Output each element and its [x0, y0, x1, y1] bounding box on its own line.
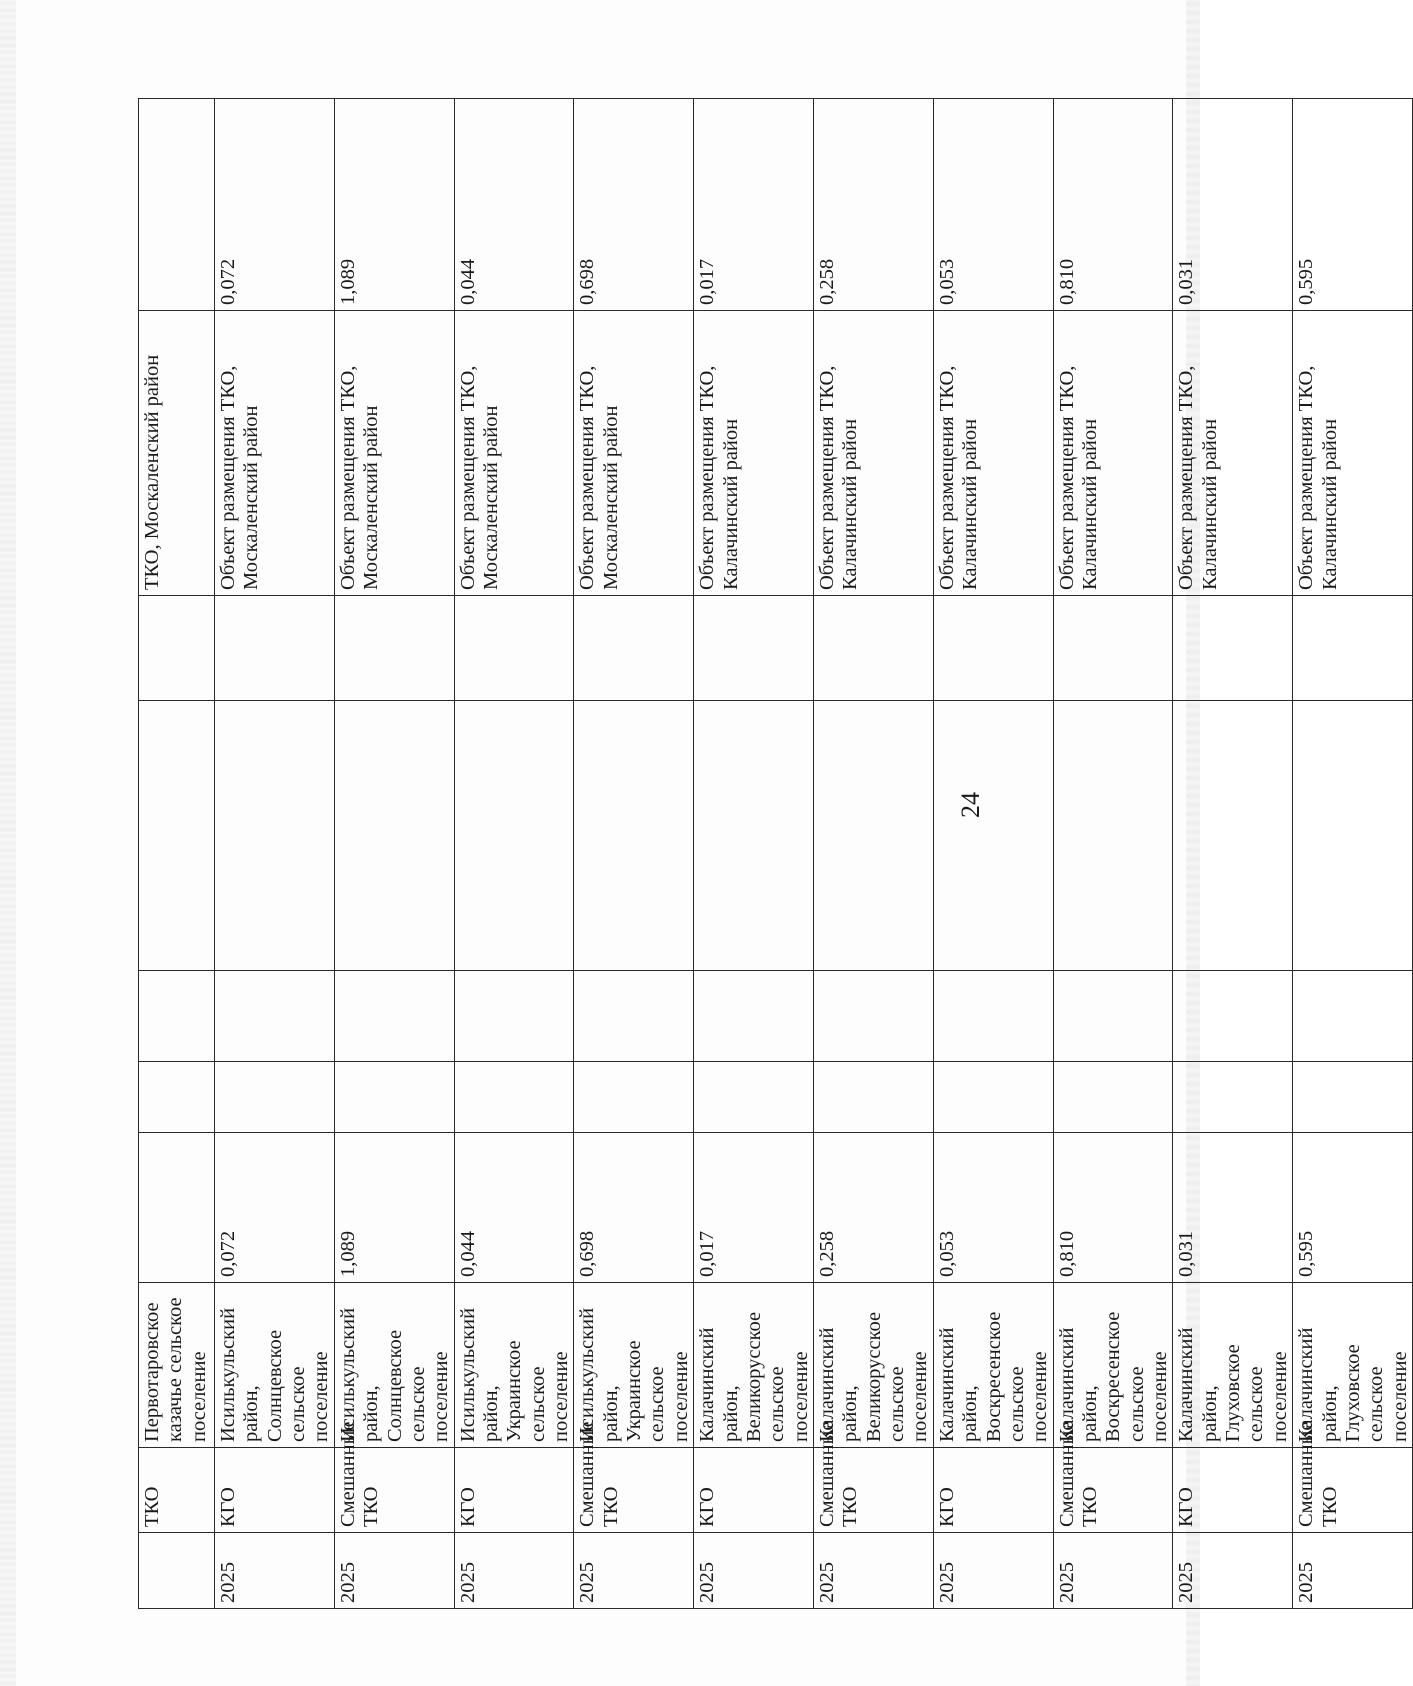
empty-cell — [574, 971, 694, 1062]
empty-cell — [694, 971, 814, 1062]
year-cell: 2025 — [694, 1533, 814, 1609]
volume-cell: 0,810 — [1053, 1133, 1173, 1283]
volume-total-cell: 0,072 — [215, 99, 335, 311]
volume-total-cell: 0,031 — [1173, 99, 1293, 311]
year-cell — [139, 1533, 215, 1609]
empty-cell — [215, 1062, 335, 1133]
empty-cell — [454, 1062, 574, 1133]
table-row — [1293, 99, 1413, 1609]
empty-cell — [139, 596, 215, 701]
empty-cell — [454, 971, 574, 1062]
volume-cell: 0,053 — [933, 1133, 1053, 1283]
volume-cell: 0,031 — [1173, 1133, 1293, 1283]
empty-cell — [334, 1062, 454, 1133]
empty-cell — [1293, 971, 1413, 1062]
volume-total-cell: 0,017 — [694, 99, 814, 311]
source-location-cell: Исилькульский район, Украинское сельское поселение — [454, 1283, 574, 1448]
empty-cell — [215, 971, 335, 1062]
volume-cell: 0,072 — [215, 1133, 335, 1283]
destination-object-cell: Объект размещения ТКО, Москаленский район — [454, 311, 574, 596]
page-number: 24 — [956, 792, 985, 818]
source-location-cell: Калачинский район, Глуховское сельское поселение — [1173, 1283, 1293, 1448]
empty-cell — [1173, 971, 1293, 1062]
empty-cell — [1293, 701, 1413, 971]
empty-cell — [215, 596, 335, 701]
volume-cell — [139, 1133, 215, 1283]
waste-type-cell: КГО — [454, 1448, 574, 1533]
volume-total-cell: 0,810 — [1053, 99, 1173, 311]
empty-cell — [1293, 596, 1413, 701]
source-location-cell: Калачинский район, Великорусское сельское поселение — [813, 1283, 933, 1448]
volume-total-cell: 0,044 — [454, 99, 574, 311]
rotated-landscape-content — [138, 99, 1411, 1609]
waste-type-cell: Смешанные ТКО — [813, 1448, 933, 1533]
empty-cell — [813, 596, 933, 701]
volume-total-cell: 0,595 — [1293, 99, 1413, 311]
empty-cell — [574, 701, 694, 971]
source-location-cell: Исилькульский район, Украинское сельское поселение — [574, 1283, 694, 1448]
year-cell: 2025 — [813, 1533, 933, 1609]
volume-total-cell — [139, 99, 215, 311]
destination-object-cell: ТКО, Москаленский район — [139, 311, 215, 596]
empty-cell — [574, 1062, 694, 1133]
source-location-cell: Калачинский район, Великорусское сельское поселение — [694, 1283, 814, 1448]
destination-object-cell: Объект размещения ТКО, Калачинский район — [933, 311, 1053, 596]
table-row — [813, 99, 933, 1609]
empty-cell — [694, 701, 814, 971]
empty-cell — [694, 596, 814, 701]
empty-cell — [1173, 1062, 1293, 1133]
destination-object-cell: Объект размещения ТКО, Калачинский район — [1173, 311, 1293, 596]
destination-object-cell: Объект размещения ТКО, Москаленский район — [574, 311, 694, 596]
empty-cell — [813, 701, 933, 971]
table-row — [215, 99, 335, 1609]
waste-type-cell: КГО — [933, 1448, 1053, 1533]
empty-cell — [1293, 1062, 1413, 1133]
year-cell: 2025 — [454, 1533, 574, 1609]
source-location-cell: Калачинский район, Воскресенское сельское поселение — [933, 1283, 1053, 1448]
table-row — [334, 99, 454, 1609]
waste-type-cell: КГО — [694, 1448, 814, 1533]
table-header-row — [139, 99, 215, 1609]
volume-total-cell: 0,698 — [574, 99, 694, 311]
empty-cell — [933, 701, 1053, 971]
destination-object-cell: Объект размещения ТКО, Калачинский район — [1053, 311, 1173, 596]
table-row — [574, 99, 694, 1609]
volume-cell: 1,089 — [334, 1133, 454, 1283]
empty-cell — [334, 971, 454, 1062]
waste-type-cell: Смешанные ТКО — [334, 1448, 454, 1533]
destination-object-cell: Объект размещения ТКО, Калачинский район — [1293, 311, 1413, 596]
year-cell: 2025 — [1053, 1533, 1173, 1609]
empty-cell — [1173, 596, 1293, 701]
destination-object-cell: Объект размещения ТКО, Москаленский район — [215, 311, 335, 596]
year-cell: 2025 — [215, 1533, 335, 1609]
table-row — [694, 99, 814, 1609]
empty-cell — [454, 596, 574, 701]
empty-cell — [933, 596, 1053, 701]
table-row — [933, 99, 1053, 1609]
volume-total-cell: 0,258 — [813, 99, 933, 311]
waste-type-cell: Смешанные ТКО — [574, 1448, 694, 1533]
year-cell: 2025 — [334, 1533, 454, 1609]
empty-cell — [574, 596, 694, 701]
empty-cell — [813, 971, 933, 1062]
table-body — [139, 99, 1413, 1609]
volume-cell: 0,017 — [694, 1133, 814, 1283]
empty-cell — [139, 701, 215, 971]
empty-cell — [139, 1062, 215, 1133]
empty-cell — [1053, 1062, 1173, 1133]
scan-edge-left — [0, 0, 16, 1686]
empty-cell — [215, 701, 335, 971]
year-cell: 2025 — [574, 1533, 694, 1609]
year-cell: 2025 — [933, 1533, 1053, 1609]
source-location-cell: Исилькульский район, Солнцевское сельское поселение — [334, 1283, 454, 1448]
volume-cell: 0,044 — [454, 1133, 574, 1283]
waste-flow-table — [138, 98, 1413, 1609]
empty-cell — [334, 596, 454, 701]
source-location-cell: Калачинский район, Глуховское сельское поселение — [1293, 1283, 1413, 1448]
source-location-cell: Исилькульский район, Солнцевское сельское поселение — [215, 1283, 335, 1448]
source-location-cell: Первотаровское казачье сельское поселение — [139, 1283, 215, 1448]
waste-type-cell: КГО — [215, 1448, 335, 1533]
empty-cell — [139, 971, 215, 1062]
destination-object-cell: Объект размещения ТКО, Калачинский район — [694, 311, 814, 596]
destination-object-cell: Объект размещения ТКО, Калачинский район — [813, 311, 933, 596]
empty-cell — [933, 971, 1053, 1062]
waste-type-cell: ТКО — [139, 1448, 215, 1533]
volume-cell: 0,698 — [574, 1133, 694, 1283]
waste-type-cell: КГО — [1173, 1448, 1293, 1533]
empty-cell — [813, 1062, 933, 1133]
waste-type-cell: Смешанные ТКО — [1293, 1448, 1413, 1533]
empty-cell — [1053, 971, 1173, 1062]
table-row — [454, 99, 574, 1609]
source-location-cell: Калачинский район, Воскресенское сельское поселение — [1053, 1283, 1173, 1448]
empty-cell — [1053, 596, 1173, 701]
volume-cell: 0,258 — [813, 1133, 933, 1283]
empty-cell — [694, 1062, 814, 1133]
volume-total-cell: 1,089 — [334, 99, 454, 311]
volume-total-cell: 0,053 — [933, 99, 1053, 311]
table-row — [1053, 99, 1173, 1609]
waste-type-cell: Смешанные ТКО — [1053, 1448, 1173, 1533]
table-row — [1173, 99, 1293, 1609]
destination-object-cell: Объект размещения ТКО, Москаленский район — [334, 311, 454, 596]
empty-cell — [454, 701, 574, 971]
volume-cell: 0,595 — [1293, 1133, 1413, 1283]
empty-cell — [933, 1062, 1053, 1133]
empty-cell — [1053, 701, 1173, 971]
year-cell: 2025 — [1173, 1533, 1293, 1609]
empty-cell — [1173, 701, 1293, 971]
empty-cell — [334, 701, 454, 971]
year-cell: 2025 — [1293, 1533, 1413, 1609]
